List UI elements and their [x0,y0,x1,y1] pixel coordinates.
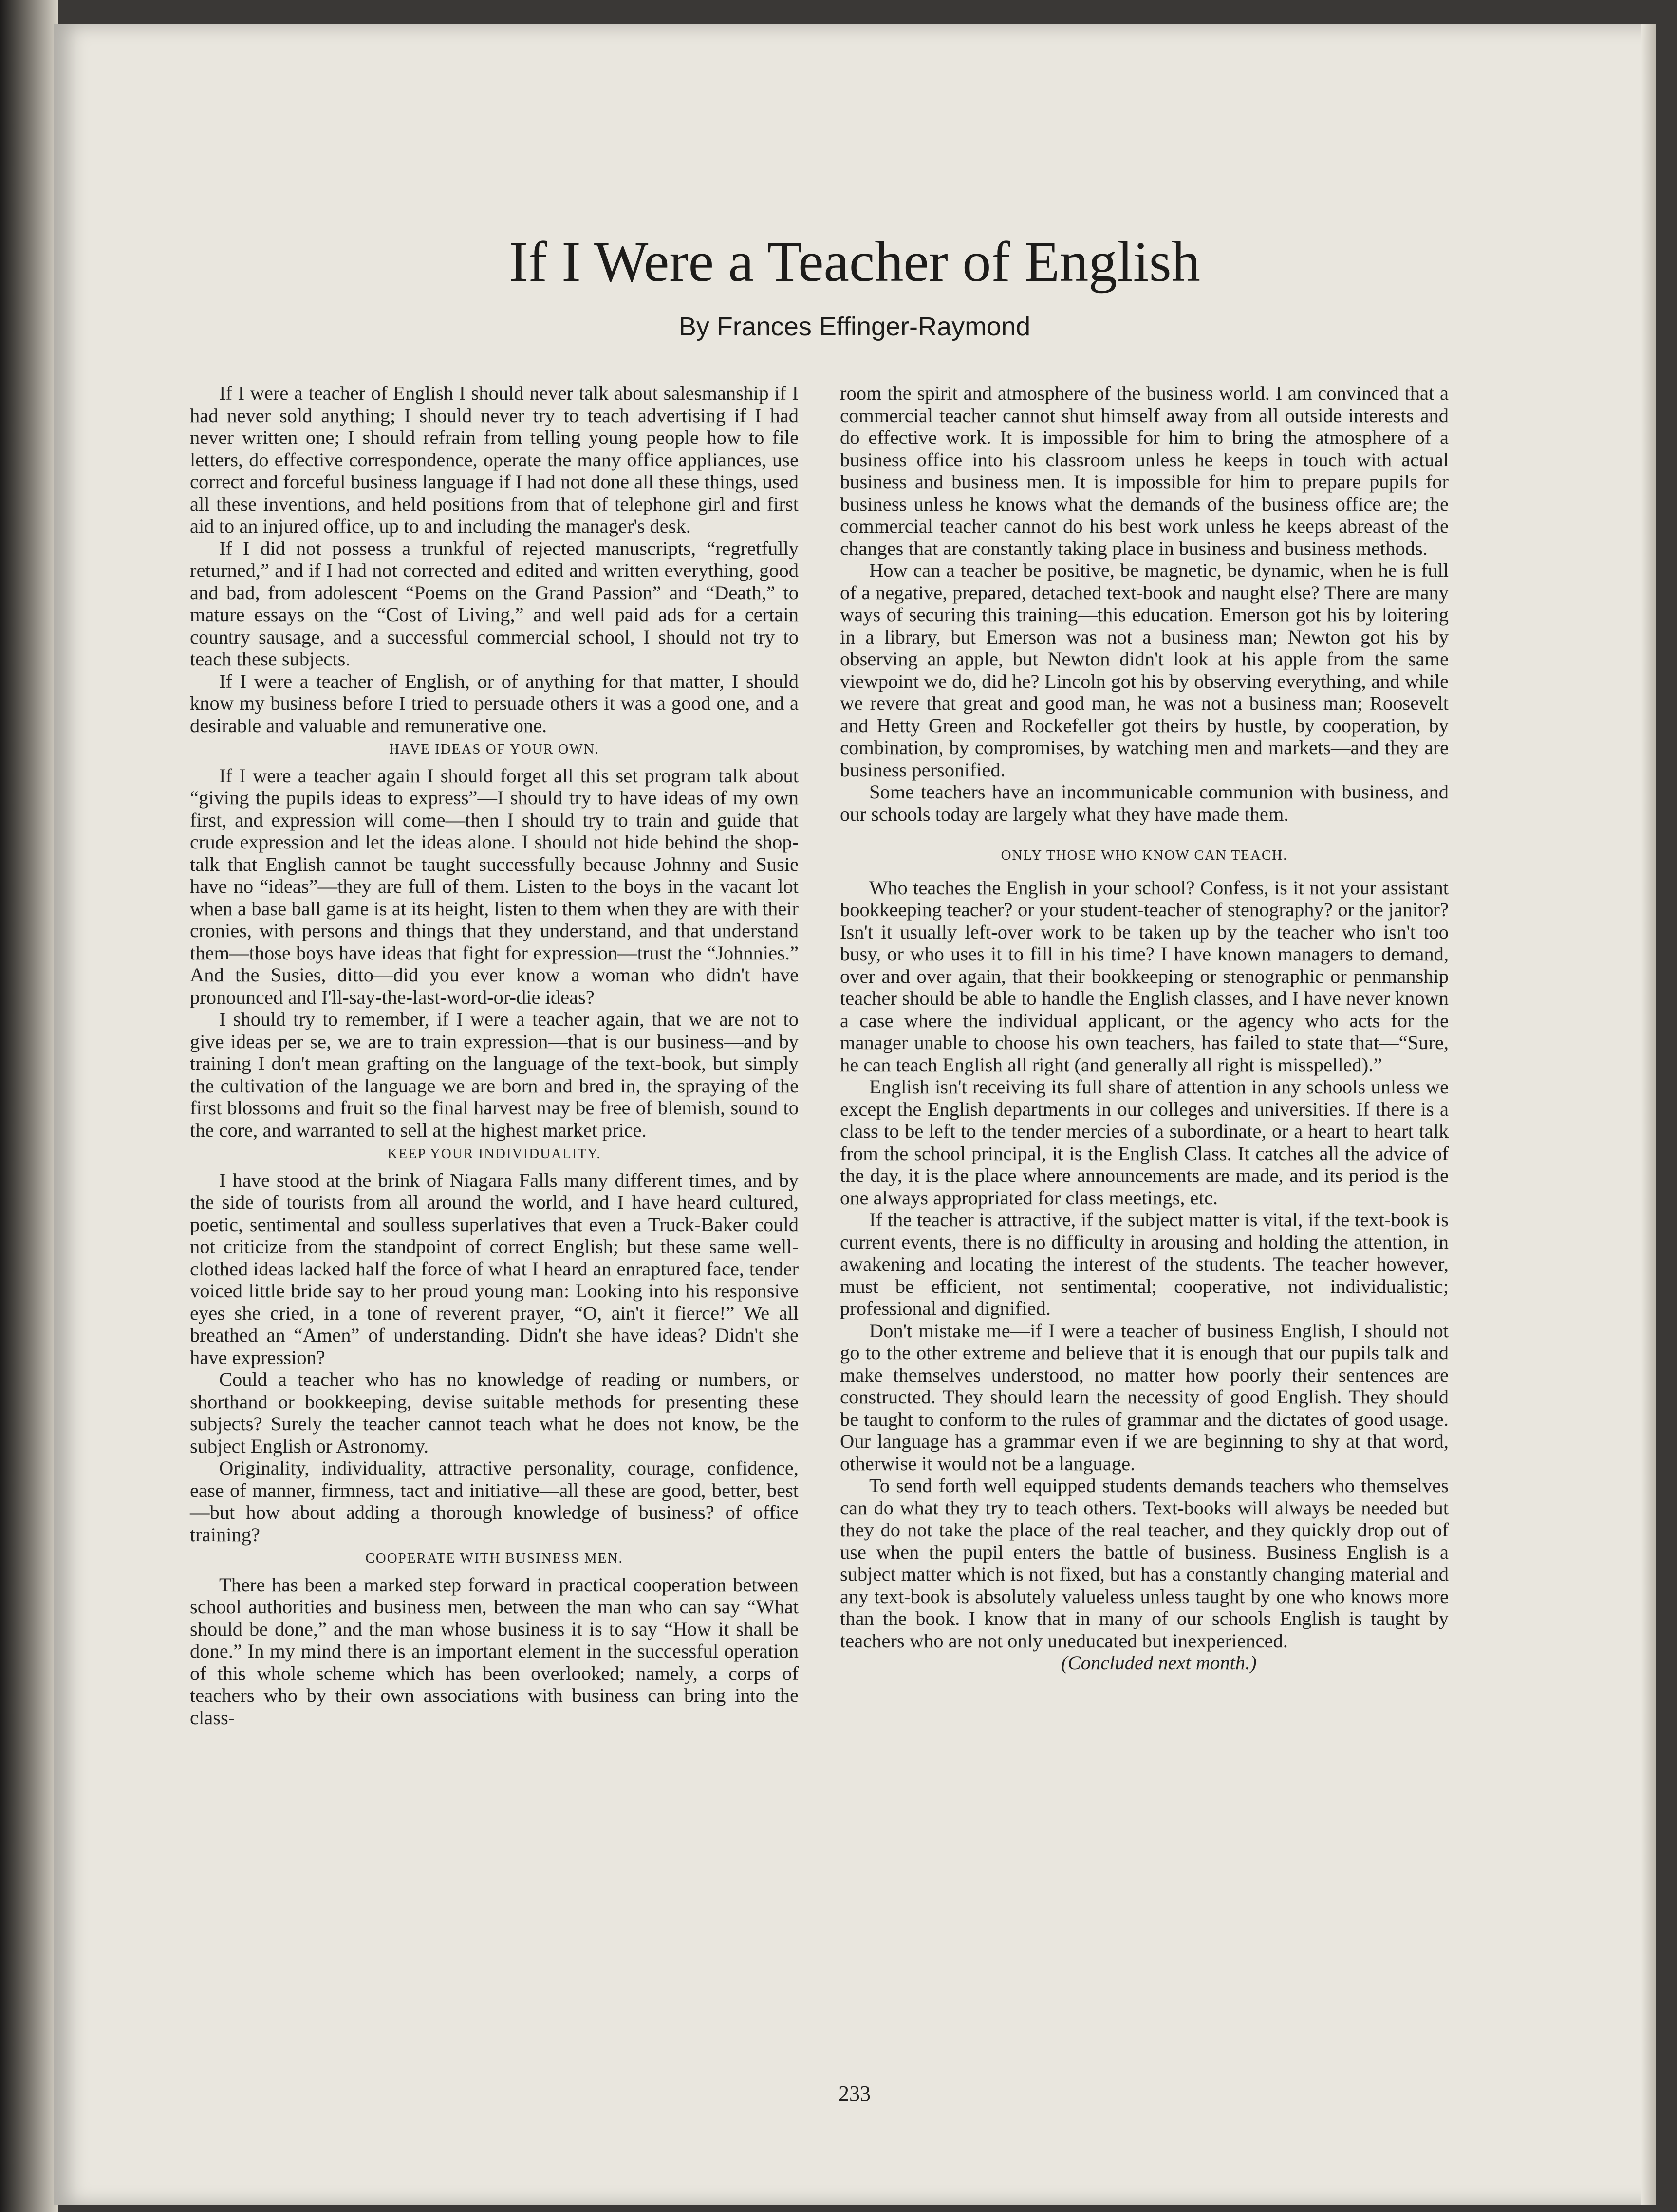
article-byline: By Frances Effinger-Raymond [678,312,1031,341]
section-heading: ONLY THOSE WHO KNOW CAN TEACH. [1001,848,1288,863]
left-column [190,382,799,1729]
right-column [840,382,1449,1674]
paragraph: Originality, individuality, attractive personality, courage, confidence, ease of manner, firmness, tact and initiative—all these are good, better, best—but how about adding a thorough knowledge of business? of office training? [190,1457,799,1546]
paragraph: To send forth well equipped students demands teachers who themselves can do what they try to teach others. Text-books will always be needed but they do not take the place of the real teacher, and they quickly drop out of use when the pupil enters the battle of business. Business English is a subject matter which is not fixed, but has a constantly changing material and any text-book is absolutely valueless unless taught by one who knows more than the book. I know that in many of our schools English is taught by teachers who are not only uneducated but inexperienced. [840,1475,1449,1652]
paragraph: I have stood at the brink of Niagara Falls many different times, and by the side of tourists from all around the world, and I have heard cultured, poetic, sentimental and soulless superlatives that even a Truck-Baker could not criticize from the standpoint of correct English; but these same well-clothed ideas lacked half the force of what I heard an enraptured face, tender voiced little bride say to her proud young man: Looking into his responsive eyes she cried, in a tone of reverent prayer, “O, ain't it fierce!” We all breathed an “Amen” of understanding. Didn't she have ideas? Didn't she have expression? [190,1169,799,1368]
paragraph: Don't mistake me—if I were a teacher of business English, I should not go to the other extreme and believe that it is enough that our pupils talk and make themselves understood, no matter how poorly their sentences are constructed. They should learn the necessity of good English. They should be taught to conform to the rules of grammar and the dictates of good usage. Our language has a grammar even if we are beginning to shy at that word, otherwise it would not be a language. [840,1319,1449,1475]
section-heading: HAVE IDEAS OF YOUR OWN. [389,741,599,757]
paragraph: Could a teacher who has no knowledge of reading or numbers, or shorthand or bookkeeping, devise suitable methods for presenting these subjects? Surely the teacher cannot teach what he does not know, be the subject English or Astronomy. [190,1368,799,1457]
paragraph: If I did not possess a trunkful of rejected manuscripts, “regretfully returned,” and if I had not corrected and edited and written everything, good and bad, from adolescent “Poems on the Grand Passion” and “Death,” to mature essays on the “Cost of Living,” and well paid ads for a certain country sausage, and a successful commercial school, I should not try to teach these subjects. [190,537,799,670]
continuation-note: (Concluded next month.) [1061,1652,1257,1674]
page-number: 233 [838,2082,871,2105]
paragraph: If I were a teacher again I should forget all this set program talk about “giving the pupils ideas to express”—I should try to have ideas of my own first, and expression will come—then I should try to train and guide that crude expression and let the ideas alone. I should not hide behind the shop-talk that English cannot be taught successfully because Johnny and Susie have no “ideas”—they are full of them. Listen to the boys in the vacant lot when a base ball game is at its height, listen to them when they are with their cronies, with persons and things that they understand, and that understand them—those boys have ideas that fight for expression—trust the “Johnnies.” And the Susies, ditto—did you ever know a woman who didn't have pronounced and I'll-say-the-last-word-or-die ideas? [190,764,799,1008]
paragraph: Who teaches the English in your school? Confess, is it not your assistant bookkeeping teacher? or your student-teacher of stenography? or the janitor? Isn't it usually left-over work to be taken up by the teacher who isn't too busy, or who uses it to fill in his time? I have known managers to demand, over and over again, that their bookkeeping or stenographic or penmanship teacher should be able to handle the English classes, and I have never known a case where the individual applicant, or the agency who acts for the manager unable to choose his own teachers, has failed to state that—“Sure, he can teach English all right (and generally all right is misspelled).” [840,876,1449,1076]
paragraph: Some teachers have an incommunicable communion with business, and our schools today are largely what they have made them. [840,781,1449,825]
paragraph: I should try to remember, if I were a teacher again, that we are not to give ideas per se, we are to train expression—that is our business—and by training I don't mean grafting on the language of the text-book, but simply the cultivation of the language we are born and bred in, the spraying of the first blossoms and fruit so the final harvest may be free of blemish, sound to the core, and warranted to sell at the highest market price. [190,1008,799,1141]
page-edge [1641,24,1656,2205]
paragraph: There has been a marked step forward in practical cooperation between school authorities and business men, between the man who can say “What should be done,” and the man whose business it is to say “How it shall be done.” In my mind there is an important element in the successful operation of this whole scheme which has been overlooked; namely, a corps of teachers who by their own associations with business can bring into the class- [190,1573,799,1729]
section-heading: COOPERATE WITH BUSINESS MEN. [365,1550,623,1566]
paragraph: room the spirit and atmosphere of the business world. I am convinced that a commercial teacher cannot shut himself away from all outside interests and do effective work. It is impossible for him to bring the atmosphere of a business office into his classroom unless he keeps in touch with actual business and business men. It is impossible for him to prepare pupils for business unless he knows what the demands of the business office are; the commercial teacher cannot do his best work unless he keeps abreast of the changes that are constantly taking place in business and business methods. [840,382,1449,559]
paragraph: If I were a teacher of English, or of anything for that matter, I should know my business before I tried to persuade others it was a good one, and a desirable and valuable and remunerative one. [190,670,799,737]
paragraph: How can a teacher be positive, be magnetic, be dynamic, when he is full of a negative, prepared, detached text-book and naught else? There are many ways of securing this training—this education. Emerson got his by loitering in a library, but Emerson was not a business man; Newton got his by observing an apple, but Newton didn't look at his apple from the same viewpoint we do, did he? Lincoln got his by observing everything, and while we revere that great and good man, he was not a business man; Roosevelt and Hetty Green and Rockefeller got theirs by hustle, by cooperation, by combination, by compromises, by watching men and markets—and they are business personified. [840,559,1449,781]
section-heading: KEEP YOUR INDIVIDUALITY. [387,1146,601,1161]
paragraph: If the teacher is attractive, if the subject matter is vital, if the text-book is current events, there is no difficulty in arousing and holding the attention, in awakening and locating the interest of the students. The teacher however, must be efficient, not sentimental; cooperative, not individualistic; professional and dignified. [840,1209,1449,1319]
book-spine-shadow [0,0,58,2212]
paragraph: English isn't receiving its full share of attention in any schools unless we except the English departments in our colleges and universities. If there is a class to be left to the tender mercies of a subordinate, or a heart to heart talk from the school principal, it is the English Class. It catches all the advice of the day, it is the place where announcements are made, and its period is the one always appropriated for class meetings, etc. [840,1076,1449,1209]
page-sheet [54,24,1656,2205]
paragraph: If I were a teacher of English I should never talk about salesmanship if I had never sold anything; I should never try to teach advertising if I had never written one; I should refrain from telling young people how to file letters, do effective correspondence, operate the many office appliances, use correct and forceful business language if I had not done all these things, used all these inventions, and held positions from that of telephone girl and first aid to an injured office, up to and including the manager's desk. [190,382,799,537]
article-title: If I Were a Teacher of English [509,230,1200,294]
